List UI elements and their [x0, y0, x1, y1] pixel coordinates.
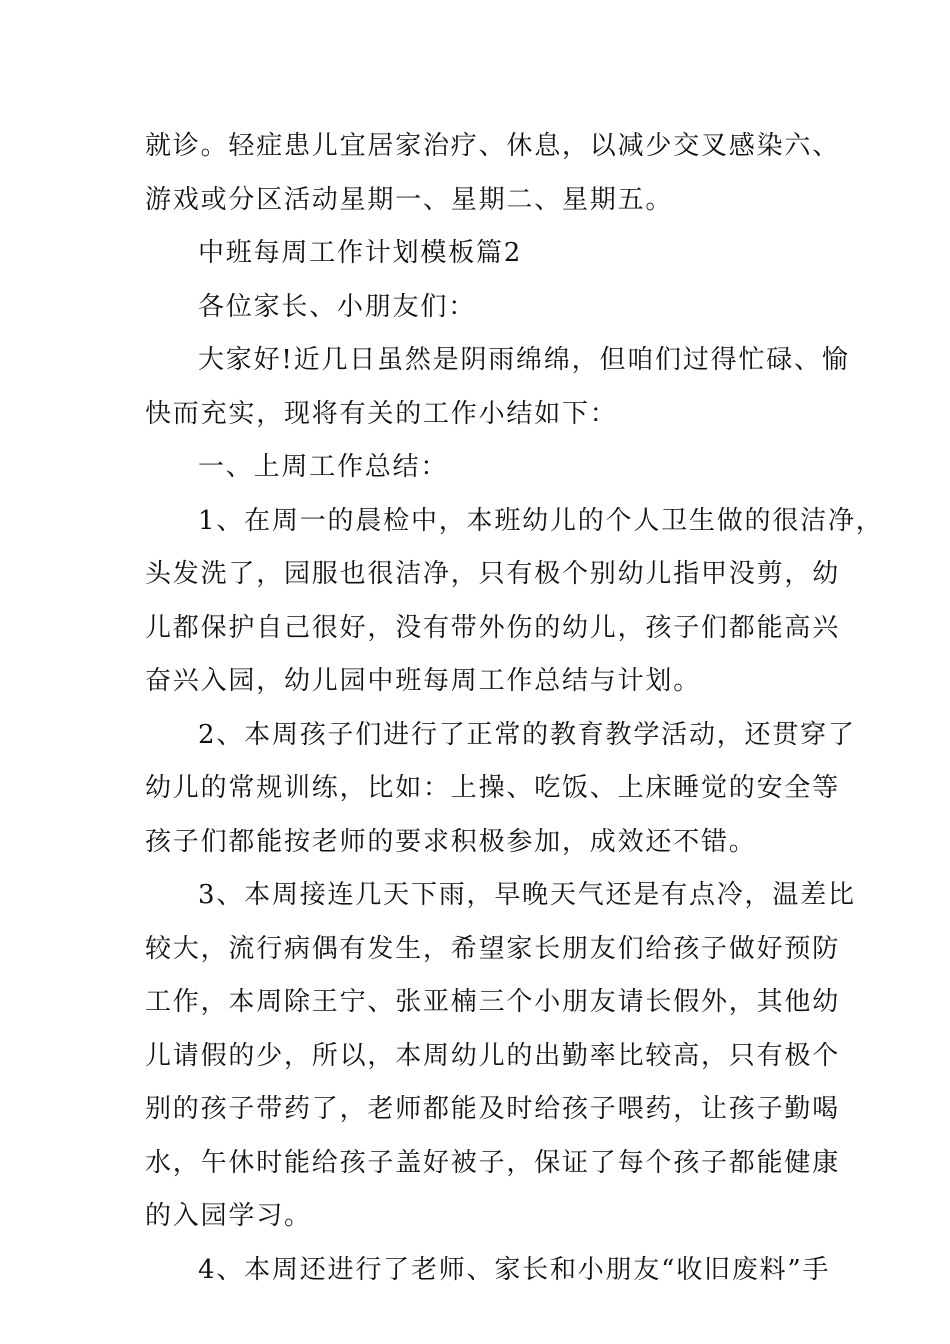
text-line: 较大，流行病偶有发生，希望家长朋友们给孩子做好预防: [145, 934, 841, 964]
text-line: 3、本周接连几天下雨，早晚天气还是有点冷，温差比: [198, 880, 856, 910]
text-line: 就诊。轻症患儿宜居家治疗、休息，以减少交叉感染六、: [145, 131, 841, 161]
text-line: 水，午休时能给孩子盖好被子，保证了每个孩子都能健康: [145, 1148, 841, 1178]
text-line: 工作，本周除王宁、张亚楠三个小朋友请长假外，其他幼: [145, 987, 841, 1017]
text-line: 快而充实，现将有关的工作小结如下：: [145, 399, 618, 429]
text-line: 头发洗了，园服也很洁净，只有极个别幼儿指甲没剪，幼: [145, 559, 841, 589]
text-line: 游戏或分区活动星期一、星期二、星期五。: [145, 185, 674, 215]
text-line: 别的孩子带药了，老师都能及时给孩子喂药，让孩子勤喝: [145, 1094, 841, 1124]
subheading: 一、上周工作总结：: [198, 452, 449, 482]
text-line: 孩子们都能按老师的要求积极参加，成效还不错。: [145, 827, 757, 857]
text-line: 幼儿的常规训练，比如：上操、吃饭、上床睡觉的安全等: [145, 773, 841, 803]
text-line: 奋兴入园，幼儿园中班每周工作总结与计划。: [145, 666, 702, 696]
text-line: 儿都保护自己很好，没有带外伤的幼儿，孩子们都能高兴: [145, 613, 841, 643]
text-line: 大家好!近几日虽然是阴雨绵绵，但咱们过得忙碌、愉: [198, 345, 850, 375]
salutation: 各位家长、小朋友们：: [198, 292, 477, 322]
text-line: 1、在周一的晨检中，本班幼儿的个人卫生做的很洁净，: [198, 506, 884, 536]
section-title: 中班每周工作计划模板篇2: [198, 238, 523, 268]
text-line: 的入园学习。: [145, 1201, 312, 1231]
text-line: 儿请假的少，所以，本周幼儿的出勤率比较高，只有极个: [145, 1041, 841, 1071]
text-line: 2、本周孩子们进行了正常的教育教学活动，还贯穿了: [198, 720, 856, 750]
text-line: 4、本周还进行了老师、家长和小朋友“收旧废料”手: [198, 1255, 831, 1285]
